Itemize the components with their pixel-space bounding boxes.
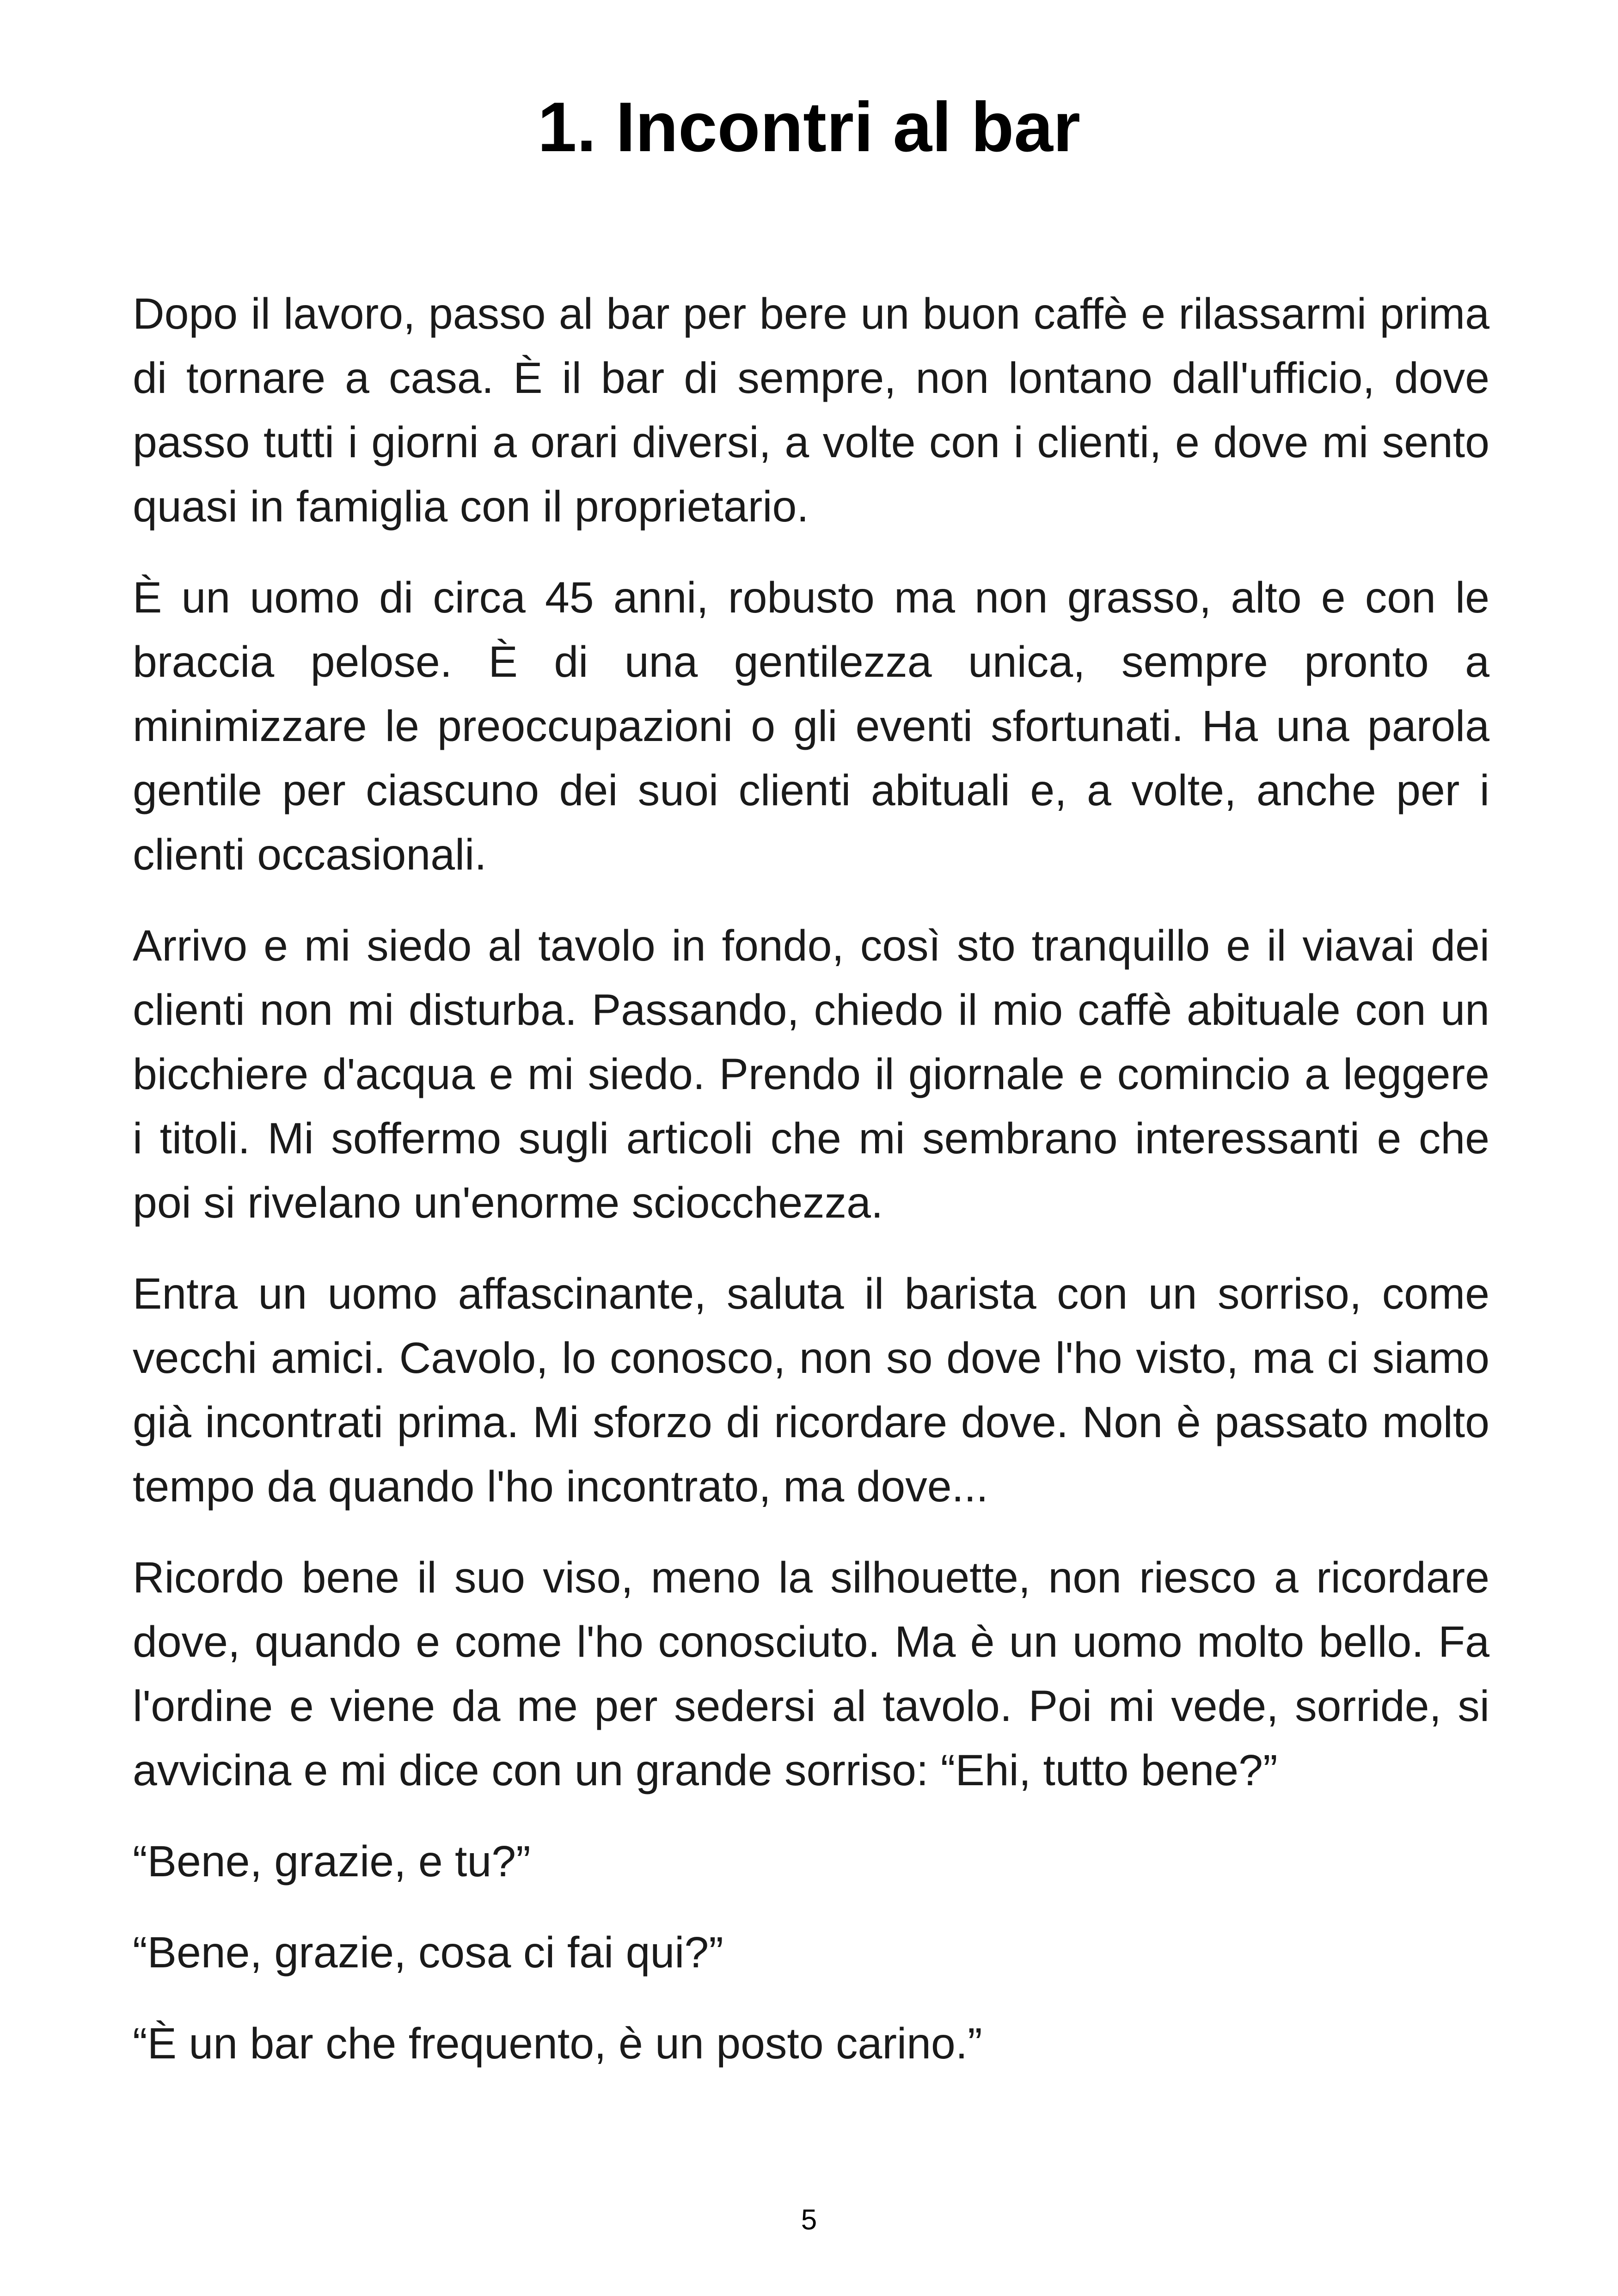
- dialogue-line: “È un bar che frequento, è un posto carino.”: [133, 2019, 982, 2068]
- paragraph: Arrivo e mi siedo al tavolo in fondo, così sto tranquillo e il viavai dei clienti non mi disturba. Passando, chiedo il mio caffè abituale con un bicchiere d'acqua e mi siedo. Prendo il giornale e comincio a leggere i titoli. Mi soffermo sugli articoli che mi sembrano interessanti e che poi si rivelano un'enorme sciocchezza.: [133, 921, 1489, 1227]
- paragraph: Dopo il lavoro, passo al bar per bere un buon caffè e rilassarmi prima di tornare a casa. È il bar di sempre, non lontano dall'ufficio, dove passo tutti i giorni a orari diversi, a volte con i clienti, e dove mi sento quasi in famiglia con il proprietario.: [133, 289, 1489, 531]
- paragraph: Ricordo bene il suo viso, meno la silhouette, non riesco a ricordare dove, quando e come l'ho conosciuto. Ma è un uomo molto bello. Fa l'ordine e viene da me per sedersi al tavolo. Poi mi vede, sorride, si avvicina e mi dice con un grande sorriso: “Ehi, tutto bene?”: [133, 1553, 1489, 1795]
- chapter-title: 1. Incontri al bar: [537, 88, 1081, 166]
- chapter-body: [133, 282, 1489, 2103]
- paragraph: Entra un uomo affascinante, saluta il barista con un sorriso, come vecchi amici. Cavolo, lo conosco, non so dove l'ho visto, ma ci siamo già incontrati prima. Mi sforzo di ricordare dove. Non è passato molto tempo da quando l'ho incontrato, ma dove...: [133, 1269, 1489, 1511]
- page-number: 5: [801, 2204, 817, 2236]
- dialogue-line: “Bene, grazie, cosa ci fai qui?”: [133, 1928, 723, 1977]
- paragraph: È un uomo di circa 45 anni, robusto ma non grasso, alto e con le braccia pelose. È di una gentilezza unica, sempre pronto a minimizzare le preoccupazioni o gli eventi sfortunati. Ha una parola gentile per ciascuno dei suoi clienti abituali e, a volte, anche per i clienti occasionali.: [133, 573, 1489, 879]
- dialogue-line: “Bene, grazie, e tu?”: [133, 1837, 531, 1886]
